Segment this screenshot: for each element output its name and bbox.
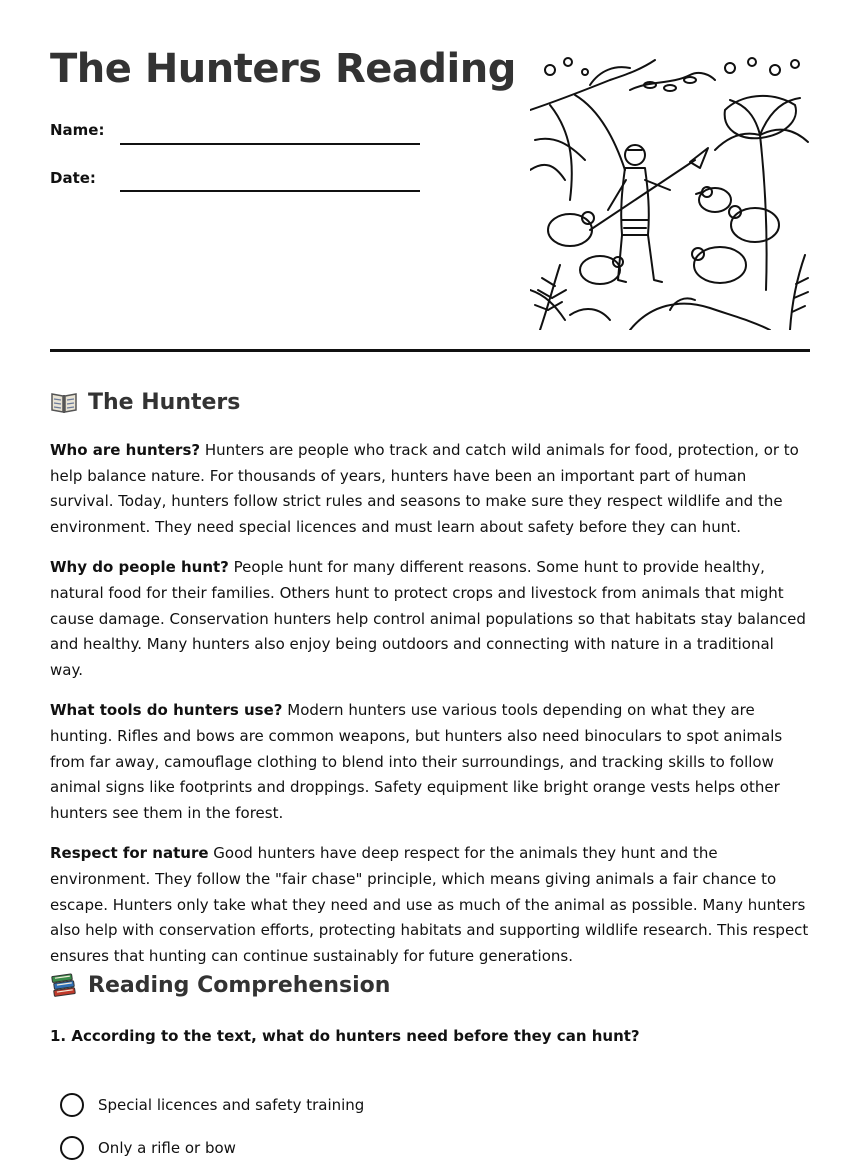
answer-option-label: Special licences and safety training — [98, 1096, 365, 1114]
paragraph-lead: Why do people hunt? — [50, 558, 229, 577]
answer-option[interactable] — [60, 1093, 364, 1117]
section-heading-the-hunters — [50, 389, 240, 415]
paragraph — [50, 698, 810, 826]
date-field[interactable] — [120, 190, 420, 192]
section-heading-label: Reading Comprehension — [88, 972, 391, 998]
answer-option[interactable] — [60, 1136, 236, 1160]
paragraph-body: Good hunters have deep respect for the animals they hunt and the environment. They follow the "fair chase" principle, which means giving animals a fair chance to escape. Hunters only take what they need and use as much of the animal as possible. Many hunters also help with conservation efforts, protecting habitats and supporting wildlife research. This respect ensures that hunting can continue sustainably for future generations. — [50, 844, 809, 965]
paragraph — [50, 555, 810, 683]
name-field[interactable] — [120, 143, 420, 145]
paragraph-lead: Who are hunters? — [50, 441, 201, 459]
answer-option-label: Only a rifle or bow — [98, 1139, 236, 1157]
date-label: Date: — [50, 169, 96, 187]
section-divider — [50, 349, 810, 352]
radio-button[interactable] — [60, 1093, 84, 1117]
hunter-forest-illustration — [530, 50, 810, 330]
paragraph — [50, 438, 810, 540]
paragraph-body: Modern hunters use various tools depending on what they are hunting. Rifles and bows are common weapons, but hunters also need binoculars to spot animals from far away, camouflage clothing to blend into their surroundings, and tracking skills to follow animal signs like footprints and droppings. Safety equipment like bright orange vests helps other hunters see them in the forest. — [50, 701, 783, 822]
paragraph-body: People hunt for many different reasons. Some hunt to provide healthy, natural food for their families. Others hunt to protect crops and livestock from animals that might cause damage. Conservation hunters help control animal populations so that habitats stay balanced and healthy. Many hunters also enjoy being outdoors and connecting with nature in a traditional way. — [50, 558, 806, 679]
section-heading-reading-comprehension — [50, 972, 390, 998]
paragraph-lead: What tools do hunters use? — [50, 701, 283, 720]
paragraph-lead: Respect for nature — [50, 844, 209, 863]
open-book-icon — [50, 389, 78, 415]
radio-button[interactable] — [60, 1136, 84, 1160]
name-label: Name: — [50, 121, 105, 139]
books-icon — [50, 972, 78, 998]
reading-passage — [50, 438, 810, 984]
page-title: The Hunters Reading — [50, 46, 516, 92]
section-heading-label: The Hunters — [88, 389, 241, 415]
paragraph — [50, 841, 810, 969]
paragraph-body: Hunters are people who track and catch wild animals for food, protection, or to help balance nature. For thousands of years, hunters have been an important part of human survival. Today, hunters follow strict rules and seasons to make sure they respect wildlife and the environment. They need special licences and must learn about safety before they can hunt. — [50, 441, 799, 536]
question-1: 1. According to the text, what do hunters need before they can hunt? — [50, 1027, 640, 1045]
